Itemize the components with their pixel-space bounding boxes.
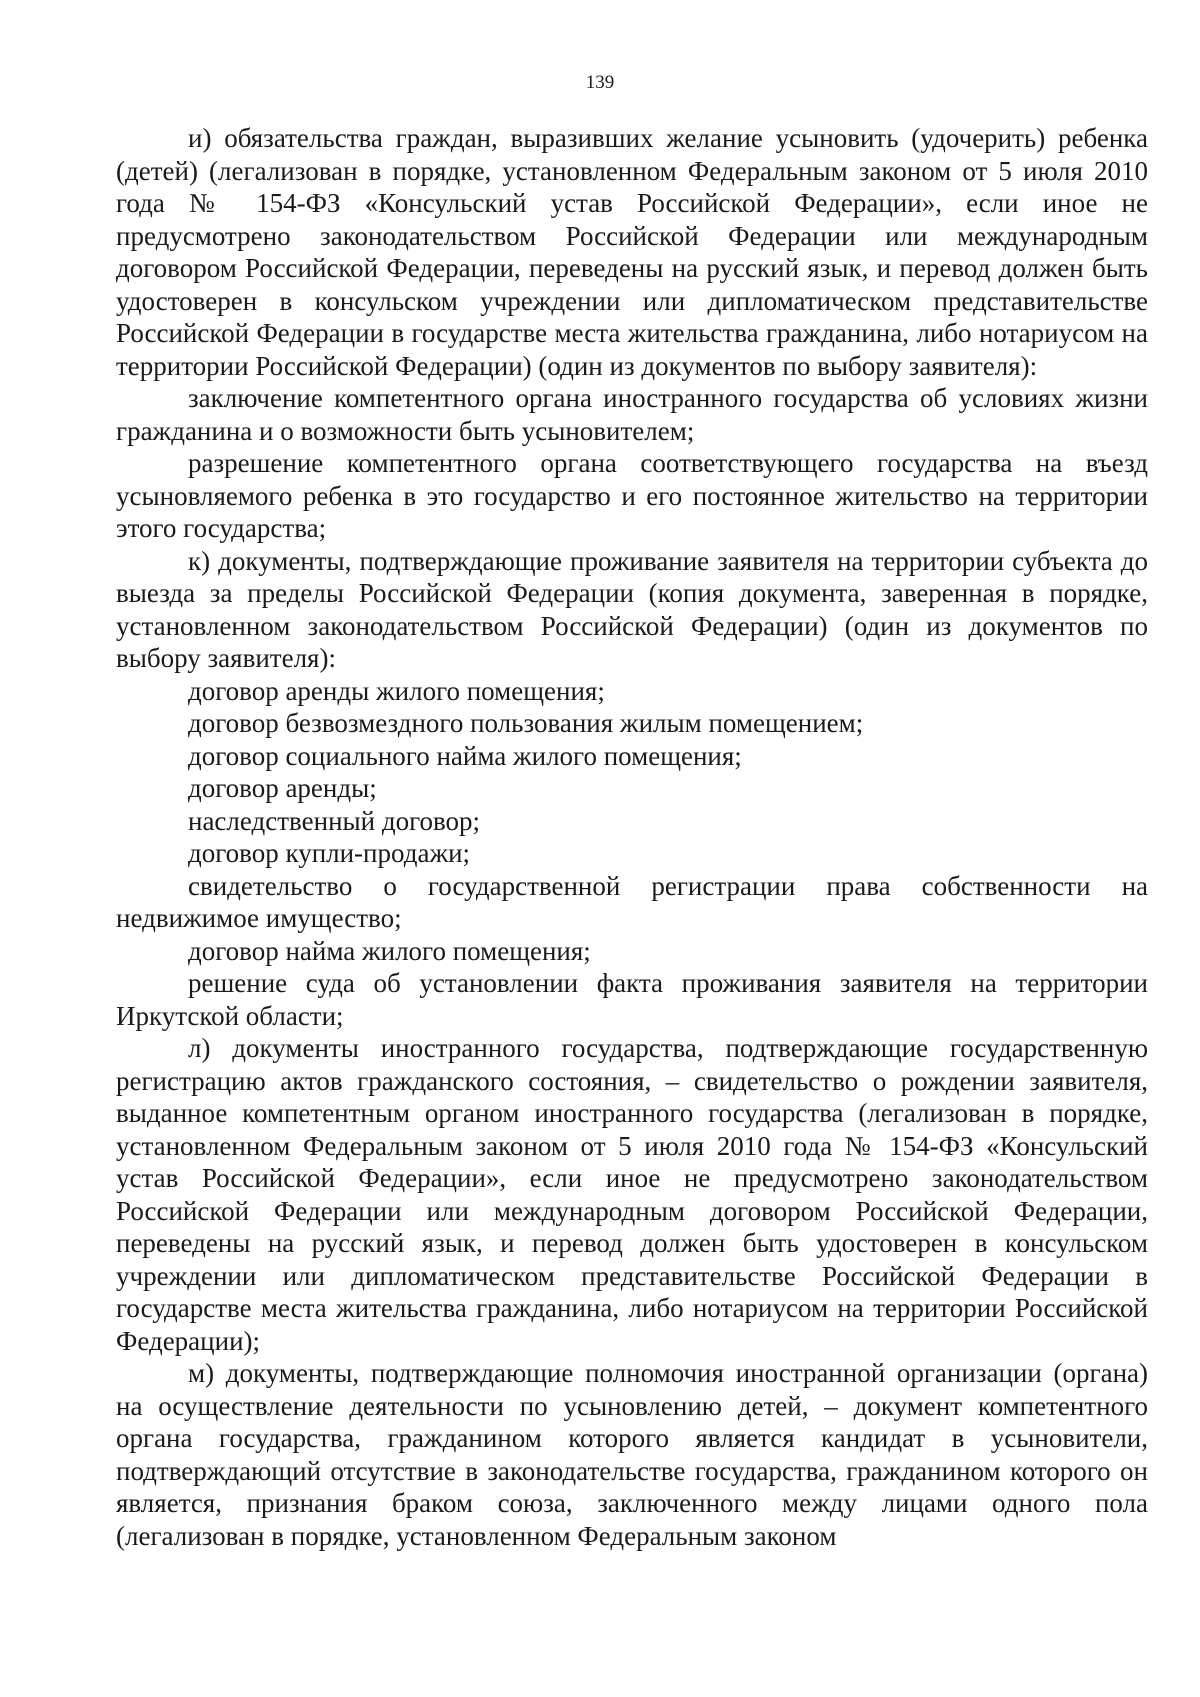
paragraph-l: л) документы иностранного государства, подтверждающие государственную регистрацию актов гражданского состояния, – свидетельство о рождении заявителя, выданное компетентным органом иностранного государства (легализован в порядке, установленном Федеральным законом от 5 июля 2010 года № 154-ФЗ «Консульский устав Российской Федерации», если иное не предусмотрено законодательством Российской Федерации или международным договором Российской Федерации, переведены на русский язык, и перевод должен быть удостоверен в консульском учреждении или дипломатическом представительстве Российской Федерации в государстве места жительства гражданина, либо нотариусом на территории Российской Федерации); — [116, 1033, 1148, 1356]
paragraph-k-item-2: договор безвозмездного пользования жилым помещением; — [188, 708, 864, 738]
paragraph-k-item-5: наследственный договор; — [188, 805, 481, 836]
paragraph-k-item-8: договор найма жилого помещения; — [188, 935, 591, 966]
paragraph-k-item-7: свидетельство о государственной регистрации права собственности на недвижимое имущество; — [116, 870, 1148, 933]
page-number: 139 — [585, 72, 615, 93]
paragraph-i-item-1: заключение компетентного органа иностранного государства об условиях жизни гражданина и о возможности быть усыновителем; — [116, 383, 1148, 446]
paragraph-k-item-9: решение суда об установлении факта проживания заявителя на территории Иркутской области; — [116, 968, 1148, 1031]
paragraph-i-item-2: разрешение компетентного органа соответствующего государства на въезд усыновляемого ребенка в это государство и его постоянное жительство на территории этого государства; — [116, 448, 1148, 543]
paragraph-m: м) документы, подтверждающие полномочия иностранной организации (органа) на осуществление деятельности по усыновлению детей, – документ компетентного органа государства, гражданином которого является кандидат в усыновители, подтверждающий отсутствие в законодательстве государства, гражданином которого он является, признания браком союза, заключенного между лицами одного пола (легализован в порядке, установленном Федеральным законом — [116, 1358, 1148, 1551]
paragraph-k-item-1: договор аренды жилого помещения; — [188, 675, 605, 706]
paragraph-k-item-3: договор социального найма жилого помещения; — [188, 740, 742, 771]
paragraph-k-item-6: договор купли-продажи; — [188, 838, 471, 868]
paragraph-k: к) документы, подтверждающие проживание заявителя на территории субъекта до выезда за пределы Российской Федерации (копия документа, заверенная в порядке, установленном законодательством Российской Федерации) (один из документов по выбору заявителя): — [116, 545, 1148, 673]
paragraph-i: и) обязательства граждан, выразивших желание усыновить (удочерить) ребенка (детей) (легализован в порядке, установленном Федеральным законом от 5 июля 2010 года № 154-ФЗ «Консульский устав Российской Федерации», если иное не предусмотрено законодательством Российской Федерации или международным договором Российской Федерации, переведены на русский язык, и перевод должен быть удостоверен в консульском учреждении или дипломатическом представительстве Российской Федерации в государстве места жительства гражданина, либо нотариусом на территории Российской Федерации) (один из документов по выбору заявителя): — [116, 123, 1148, 381]
document-body — [116, 122, 1148, 1552]
paragraph-k-item-4: договор аренды; — [188, 773, 377, 803]
